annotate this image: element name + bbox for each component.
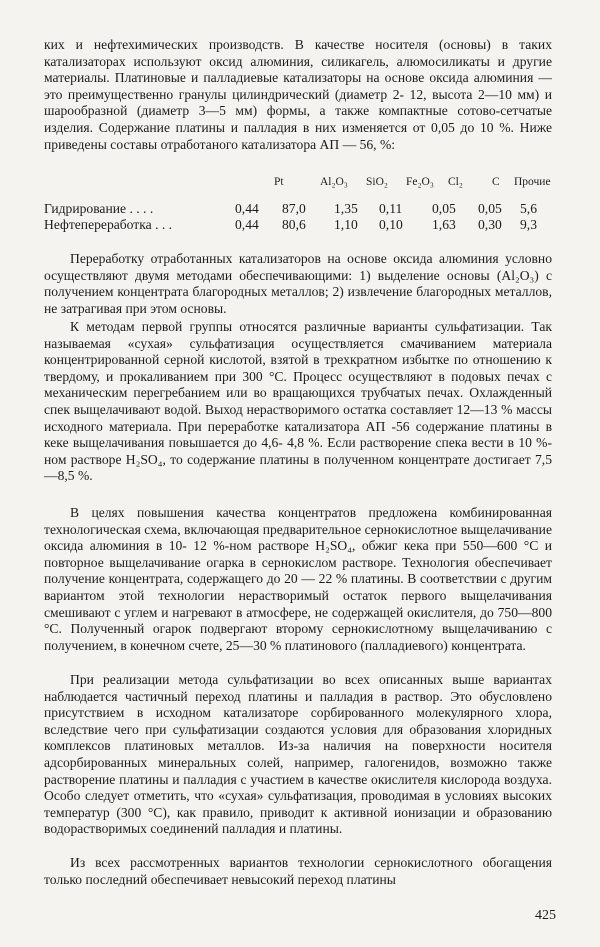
col-al2o3: Al₂O₃ bbox=[320, 176, 348, 188]
col-sio2: SiO₂ bbox=[366, 176, 388, 188]
col-c: C bbox=[492, 176, 500, 188]
col-cl2: Cl₂ bbox=[448, 176, 463, 188]
paragraph-intro: ких и нефтехимических производств. В качестве носителя (основы) в таких катализаторах используют оксид алюминия, силикагель, алюмосиликаты и другие материалы. Платиновые и палладиевые катализаторы на основе оксида алюминия — это преимущественно гранулы цилиндрический (диаметр 2- 12, высота 2—10 мм) и шарообразной (диаметр 3—5 мм) формы, а также компактные сотово-сетчатые изделия. Содержание платины и палладия в них изменяется от 0,05 до 10 %. Ниже приведены составы отработаного катализатора АП — 56, %: bbox=[44, 37, 552, 152]
table-header-row bbox=[44, 174, 564, 191]
table-row: Нефтепереработка . . . 0,44 80,6 1,10 0,10 1,63 0,30 9,3 bbox=[44, 217, 537, 233]
col-other: Прочие bbox=[514, 176, 551, 188]
col-fe2o3: Fe₂O₃ bbox=[406, 176, 434, 188]
table-row: Гидрирование . . . . 0,44 87,0 1,35 0,11 0,05 0,05 5,6 bbox=[44, 200, 537, 216]
page-number: 425 bbox=[535, 908, 556, 923]
composition-table bbox=[44, 174, 564, 234]
paragraph-final: Из всех рассмотренных вариантов технологии сернокислотного обогащения только последний обеспечивает невысокий переход платины bbox=[44, 855, 552, 887]
paragraph-sulfatization: К методам первой группы относятся различные варианты сульфатизации. Так называемая «сухая» сульфатизация осуществляется смачиванием материала концентрированной серной кислотой, взятой в трехкратном избытке по отношению к твердому, и прокаливанием при 300 °С. Процесс осуществляют в подовых печах с механическим перегребанием или во вращающихся трубчатых печах. Охлажденный спек выщелачивают водой. Выход нерастворимого остатка составляет 12—13 % массы исходного материала. При переработке катализатора АП -56 содержание платины в кеке выщелачивания повышается до 4,6- 4,8 %. Если растворение спека вести в 10 %-ном растворе H₂SO₄, то содержание платины в полученном концентрате достигает 7,5—8,5 %. bbox=[44, 319, 552, 484]
paragraph-transition: При реализации метода сульфатизации во всех описанных выше вариантах наблюдается частичный переход платины и палладия в раствор. Это обусловлено присутствием в исходном катализаторе сорбированного молекулярного хлора, вследствие чего при сульфатизации создаются условия для образования хлоридных комплексов платиновых металлов. Из-за наличия на поверхности носителя адсорбированных минеральных солей, например, галогенидов, возможно также растворение платины и палладия с участием в качестве окислителя кислорода воздуха. Особо следует отметить, что «сухая» сульфатизация, проводимая в условиях высоких температур (300 °С), как правило, приводит к активной ионизации и образованию водорастворимых соединений палладия и платины. bbox=[44, 672, 552, 837]
col-pt: Pt bbox=[274, 176, 284, 188]
paragraph-combined-scheme: В целях повышения качества концентратов предложена комбинированная технологическая схема, включающая предварительное сернокислотное выщелачивание оксида алюминия в 10- 12 %-ном растворе H₂SO₄, обжиг кека при 550—600 °С и повторное выщелачивание огарка в сернокислом растворе. Технология обеспечивает получение концентрата, содержащего до 20 — 22 % платины. В соответствии с другим вариантом этой технологии нерастворимый остаток первого выщелачивания смешивают с углем и нагревают в атмосфере, не содержащей окислителя, до 750—800 °С. Полученный огарок подвергают второму сернокислотному выщелачиванию с получением, в конечном счете, 25—30 % платинового (палладиевого) концентрата. bbox=[44, 505, 552, 653]
paragraph-methods: Переработку отработанных катализаторов на основе оксида алюминия условно осуществляют двумя методами обеспечивающими: 1) выделение основы (Al₂O₃) с получением концентрата благородных металлов; 2) извлечение благородных металлов, не затрагивая при этом основы. bbox=[44, 251, 552, 316]
